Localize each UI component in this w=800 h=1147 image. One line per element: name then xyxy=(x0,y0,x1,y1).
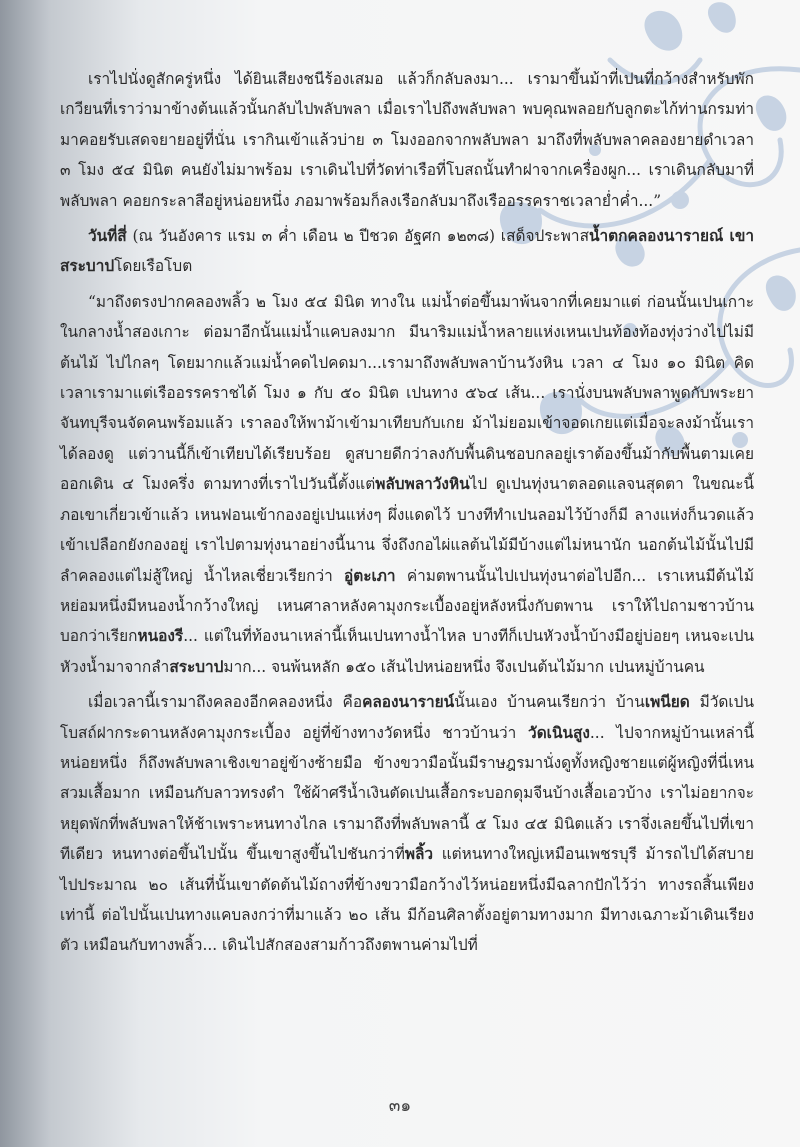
quote-text: “มาถึงตรงปากคลองพลิ้ว ๒ โมง ๕๔ มินิต ทางใน แม่น้ำต่อขึ้นมาพ้นจากที่เคยมาแต่ ก่อนนั้นเปนเกาะในกลางน้ำสองเกาะ ต่อมาอีกนั้นแม่น้ำแคบลงมาก มีนาริมแม่น้ำหลายแห่งเหนเปนท้องท้องทุ่งว่างไปไม่มีต้นไม้ ไปไกลๆ โดยมากแล้วแม่น้ำคดไปคดมา...เรามาถึงพลับพลาบ้านวังหิน เวลา ๔ โมง ๑๐ มินิต คิดเวลาเรามาแต่เรืออรรคราชได้ โมง ๑ กับ ๕๐ มินิต เปนทาง ๕๖๔ เส้น... เรานั่งบนพลับพลาพูดกับพระยาจันทบุรีจนจัดคนพร้อมแล้ว เราลองให้พาม้าเข้ามาเทียบกับเกย ม้าไม่ยอมเข้าจอดเกยแต่เมื่อจะลงม้านั้นเราได้ลองดู แต่วานนี้ก็เข้าเทียบได้เรียบร้อย ดูสบายดีกว่าลงกับพื้นดินชอบกลอยู่เราต้องขึ้นม้ากับพื้นตามเคย ออกเดิน ๔ โมงครึ่ง ตามทางที่เราไปวันนี้ตั้งแต่ xyxy=(60,292,754,494)
day-tail-text: โดยเรือโบต xyxy=(114,257,193,276)
quote-text: ไป ดูเปนทุ่งนาตลอดแลจนสุดตา ในขณะนี้ภอเขาเกี่ยวเข้าแล้ว เหนฟอนเข้ากองอยู่เปนแห่งๆ ผึ่งแดดไว้ บางทีทำเปนลอมไว้บ้างก็มี ลางแห่งก็นวดแล้ว เข้าเปลือกยังกองอยู่ เราไปตามทุ่งนาอย่างนี้นาน จึ่งถึงกอไผ่แลต้นไม้มีบ้างแต่ไม่หนานัก นอกต้นไม้นั้นไปมีลำคลองแต่ไม่สู้ใหญ่ น้ำไหลเชี่ยวเรียกว่า xyxy=(60,475,754,585)
place-name: พลับพลาวังหิน xyxy=(375,475,470,494)
page-body xyxy=(60,64,754,966)
place-name: เพนียด xyxy=(644,693,690,712)
day-date-text: (ณ วันอังคาร แรม ๓ ค่ำ เดือน ๒ ปีชวด อัฐศก ๑๒๓๘) เสด็จประพาส xyxy=(126,227,589,246)
day-label: วันที่สี่ xyxy=(88,227,127,246)
day-heading-paragraph xyxy=(60,221,754,282)
paragraph xyxy=(60,687,754,961)
place-name: พลิ้ว xyxy=(404,845,434,864)
place-name: วัดเนินสูง xyxy=(528,723,590,742)
place-name: อู่ตะเภา xyxy=(344,566,396,585)
paragraph: เราไปนั่งดูสักครู่หนึ่ง ได้ยินเสียงชนีร้องเสมอ แล้วก็กลับลงมา... เรามาขึ้นม้าที่เปนที่กว้างสำหรับพักเกวียนที่เราว่ามาข้างต้นแล้วนั้นกลับไปพลับพลา เมื่อเราไปถึงพลับพลา พบคุณพลอยกับลูกตะไก้ท่านกรมท่ามาคอยรับเสดจยายอยู่ที่นั่น เรากินเข้าแล้วบ่าย ๓ โมงออกจากพลับพลา มาถึงที่พลับพลาคลองยายดำเวลา ๓ โมง ๕๔ มินิต คนยังไม่มาพร้อม เราเดินไปที่วัดท่าเรือที่โบสถนั้นทำฝาจากเครื่องผูก... เราเดินกลับมาที่พลับพลา คอยกระลาสีอยู่หน่อยหนึ่ง ภอมาพร้อมก็ลงเรือกลับมาถึงเรืออรรคราชเวลาย่ำค่ำ...” xyxy=(60,70,754,210)
quote-text: ค่ามตพานนั้นไปเปนทุ่งนาต่อไปอีก... เราเหนมีต้นไม้หย่อมหนึ่งมีหนองน้ำกว้างใหญ่ เหนศาลาหลังคามุงกระเบื้องอยู่หลังหนึ่งกับตพาน เราให้ไปถามชาวบ้านบอกว่าเรียก xyxy=(60,566,754,646)
body-text: เมื่อเวลานี้เรามาถึงคลองอีกคลองหนึ่ง คือ xyxy=(88,693,363,712)
body-text: ... ไปจากหมู่บ้านเหล่านี้หน่อยหนึ่ง ก็ถึงพลับพลาเชิงเขาอยู่ข้างซ้ายมือ ข้างขวามือนั้นมีราษฎรมานั่งดูทั้งหญิงชายแต่ผู้หญิงที่นี่เหนสวมเสื้อมาก เหมือนกับลาวทรงดำ ใช้ผ้าศรีน้ำเงินตัดเปนเสื้อกระบอกดุมจีนบ้างเสื้อเอวบ้าง เราไม่อยากจะหยุดพักที่พลับพลาให้ช้าเพราะหนทางไกล เรามาถึงที่พลับพลานี้ ๕ โมง ๔๕ มินิตแล้ว เราจึ่งเลยขึ้นไปที่เขาทีเดียว หนทางต่อขึ้นไปนั้น ขึ้นเขาสูงขึ้นไปชันกว่าที่ xyxy=(60,723,755,864)
body-text: มีวัดเปนโบสถ์ฝากระดานหลังคามุงกระเบื้อง อยู่ที่ข้างทางวัดหนึ่ง ชาวบ้านว่า xyxy=(60,693,754,742)
body-text: นั้นเอง บ้านคนเรียกว่า บ้าน xyxy=(454,693,645,712)
page-number: ๓๑ xyxy=(388,1096,412,1116)
place-name: คลองนารายน์ xyxy=(362,693,455,712)
quote-text: มาก... จนพ้นหลัก ๑๕๐ เส้นไปหน่อยหนึ่ง จึงเปนต้นไม้มาก เปนหมู่บ้านคน xyxy=(223,657,705,676)
place-name: หนองรี xyxy=(137,627,184,646)
destination-name: น้ำตกคลองนารายณ์ เขาสระบาป xyxy=(60,227,754,276)
place-name: สระบาป xyxy=(169,657,224,676)
body-text: แต่หนทางใหญ่เหมือนเพชรบุรี ม้ารถไปได้สบายไปประมาณ ๒๐ เส้นที่นั้นเขาตัดต้นไม้ถางที่ข้างขวามือกว้างไว้หน่อยหนึ่งมีฉลากปักไว้ว่า ทางรถสิ้นเพียงเท่านี้ ต่อไปนั้นเปนทางแคบลงกว่าที่มาแล้ว ๒๐ เส้น มีก้อนศิลาตั้งอยู่ตามทางมาก มีทางเฉภาะม้าเดินเรียงตัว เหมือนกับทางพลิ้ว... เดินไปสักสองสามก้าวถึงตพานค่ามไปที่ xyxy=(60,845,754,955)
quote-text: ... แต่ในที่ท้องนาเหล่านี้เห็นเปนทางน้ำไหล บางทีก็เปนหัวงน้ำบ้างมีอยู่บ่อยๆ เหนจะเปนหัวงน้ำมาจากลำ xyxy=(60,627,754,676)
quote-paragraph xyxy=(60,287,754,682)
